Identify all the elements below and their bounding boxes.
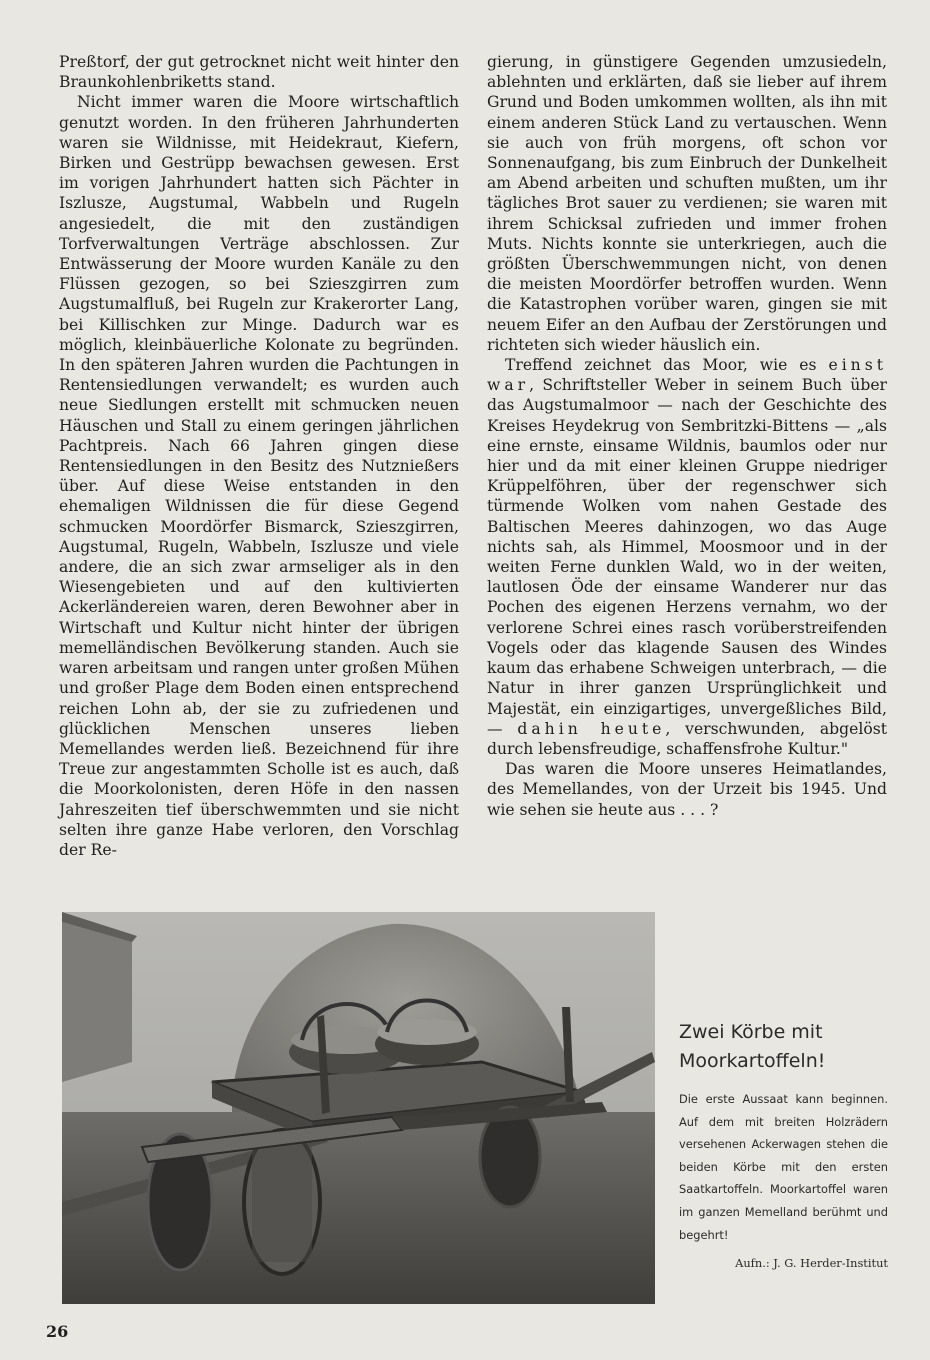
text-column-right — [487, 52, 887, 820]
photo-credit: Aufn.: J. G. Herder-Institut — [735, 1256, 888, 1270]
spaced-text: dahin heute — [517, 719, 666, 738]
paragraph: Das waren die Moore unseres Heimatlandes, des Memellandes, von der Urzeit bis 1945. Und wie sehen sie heute aus . . . ? — [487, 760, 887, 819]
text-column-left — [59, 52, 459, 860]
photo-cart-with-baskets — [62, 912, 655, 1304]
page-number: 26 — [46, 1322, 69, 1341]
paragraph: gierung, in günstigere Gegenden umzusiedeln, ablehnten und erklärten, daß sie lieber auf ihrem Grund und Boden umkommen wollten, als ihn mit einem anderen Stück Land zu vertauschen. Wenn sie auch von früh morgens, oft schon vor Sonnenaufgang, bis zum Einbruch der Dunkelheit am Abend arbeiten und schuften mußten, um ihr tägliches Brot sauer zu verdienen; sie waren mit ihrem Schicksal zufrieden und immer frohen Muts. Nichts konnte sie unterkriegen, auch die größten Überschwemmungen nicht, von denen die meisten Moordörfer betroffen wurden. Wenn die Katastrophen vorüber waren, gingen sie mit neuem Eifer an den Aufbau der Zerstörungen und richteten sich wieder häuslich ein. — [487, 53, 887, 354]
caption-title: Zwei Körbe mit Moorkartoffeln! — [679, 1021, 826, 1072]
spaced-text: einst war — [487, 356, 887, 395]
text-run: , verschwunden, abgelöst durch lebensfreudige, schaffensfrohe Kultur." — [487, 719, 887, 758]
paragraph-quote — [487, 355, 887, 759]
text-run: Treffend zeichnet das Moor, wie es — [505, 356, 829, 375]
paragraph: Preßtorf, der gut getrocknet nicht weit hinter den Braunkohlenbriketts stand. — [59, 53, 459, 92]
paragraph: Nicht immer waren die Moore wirtschaftlich genutzt worden. In den früheren Jahrhunderten waren sie Wildnisse, mit Heidekraut, Kiefern, Birken und Gestrüpp bewachsen gewesen. Erst im vorigen Jahrhundert hatten sich Pächter in Iszlusze, Augstumal, Wabbeln und Rugeln angesiedelt, die mit den zuständigen Torfverwaltungen Verträge abschlossen. Zur Entwässerung der Moore wurden Kanäle zu den Flüssen gezogen, so bei Szieszgirren zum Augstumalfluß, bei Rugeln zur Krakerorter Lang, bei Killischken zur Minge. Dadurch war es möglich, kleinbäuerliche Kolonate zu begründen. In den späteren Jahren wurden die Pachtungen in Rentensiedlungen verwandelt; es wurden auch neue Siedlungen erstellt mit schmucken neuen Häuschen und Stall zu einem geringen jährlichen Pachtpreis. Nach 66 Jahren gingen diese Rentensiedlungen in den Besitz des Nutznießers über. Auf diese Weise entstanden in den ehemaligen Wildnissen die für diese Gegend schmucken Moordörfer Bismarck, Szieszgirren, Augstumal, Rugeln, Wabbeln, Iszlusze und viele andere, die an sich zwar armseliger als in den Wiesengebieten und auf den kultivierten Ackerländereien waren, deren Bewohner aber in Wirtschaft und Kultur nicht hinter der übrigen memelländischen Bevölkerung standen. Auch sie waren arbeitsam und rangen unter großen Mühen und großer Plage dem Boden einen entsprechend reichen Lohn ab, der sie zu zufriedenen und glücklichen Menschen unseres lieben Memellandes werden ließ. Bezeichnend für ihre Treue zur angestammten Scholle ist es auch, daß die Moorkolonisten, deren Höfe in den nassen Jahreszeiten tief überschwemmten und sie nicht selten ihre ganze Habe verloren, den Vorschlag der Re- — [59, 93, 459, 859]
caption-text: Die erste Aussaat kann beginnen. Auf dem mit breiten Holzrädern versehenen Ackerwagen stehen die beiden Körbe mit den ersten Saatkartoffeln. Moorkartoffel waren im ganzen Memelland berühmt und begehrt! — [679, 1092, 888, 1242]
text-run: , Schriftsteller Weber in seinem Buch über das Augstumalmoor — nach der Geschichte des Kreises Heydekrug von Sembritzki-Bittens — „als eine ernste, einsame Wildnis, baumlos oder nur hier und da mit einer kleinen Gruppe niedriger Krüppelföhren, über der regenschwer sich türmende Wolken vom nahen Gestade des Baltischen Meeres dahinzogen, wo das Auge nichts sah, als Himmel, Moosmoor und in der weiten Ferne dunklen Wald, wo in der weiten, lautlosen Öde der einsame Wanderer nur das Pochen des eigenen Herzens vernahm, wo der verlorene Schrei eines rasch vorüberstreifenden Vogels oder das klagende Sausen des Windes kaum das erhabene Schweigen unterbrach, — die Natur in ihrer ganzen Ursprünglichkeit und Majestät, ein einzigartiges, unvergeßliches Bild, — — [487, 376, 887, 738]
